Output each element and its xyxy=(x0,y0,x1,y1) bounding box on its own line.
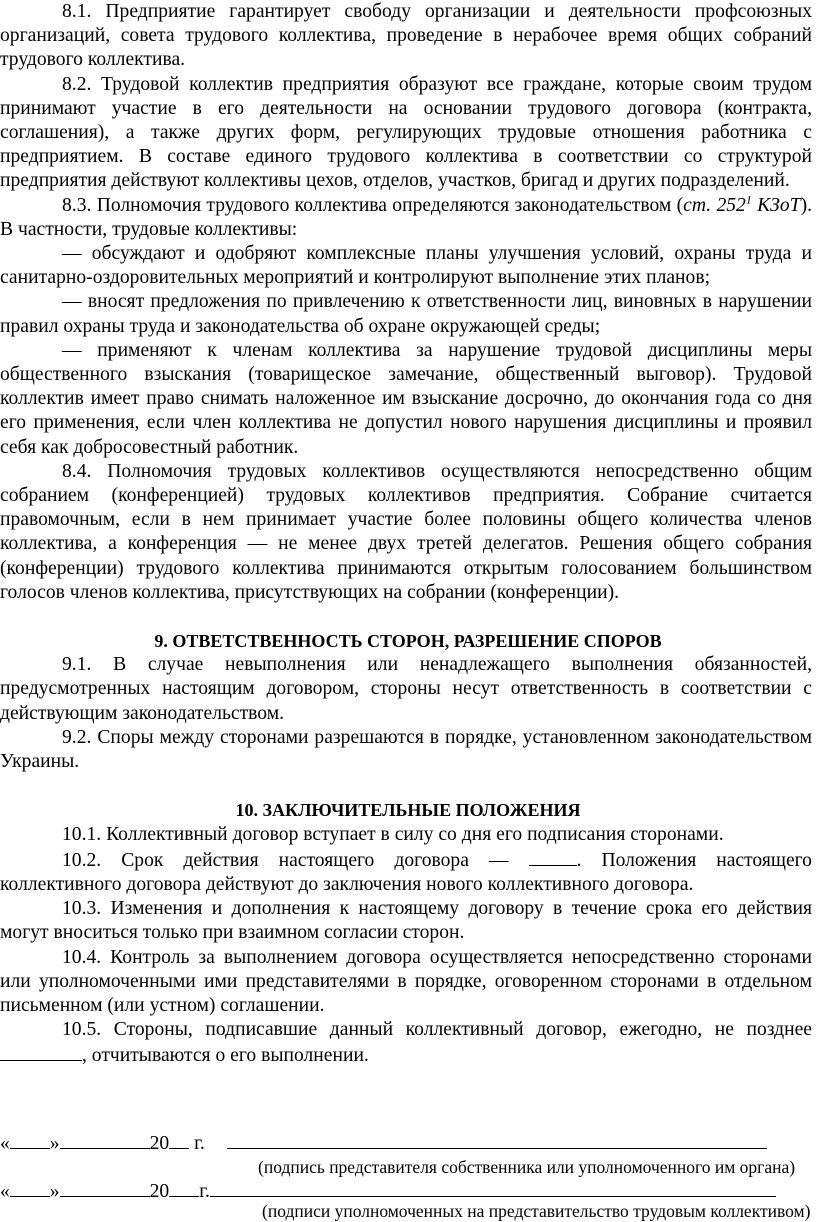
signature-row-collective xyxy=(0,1178,816,1203)
paragraph-10-5 xyxy=(0,1018,816,1068)
paragraph-9-2: 9.2. Споры между сторонами разрешаются в порядке, установленном законодательством Украины. xyxy=(0,726,812,773)
paragraph-10-5-lead: 10.5. Стороны, подписавшие данный коллективный договор, ежегодно, не позднее xyxy=(62,1019,812,1041)
section-9-heading: 9. ОТВЕТСТВЕННОСТЬ СТОРОН, РАЗРЕШЕНИЕ СПОРОВ xyxy=(154,631,662,652)
collective-signature-caption: (подписи уполномоченных на представительство трудовым коллективом) xyxy=(262,1201,811,1221)
paragraph-8-1: 8.1. Предприятие гарантирует свободу организации и деятельности профсоюзных организаций, совета трудового коллектива, проведение в нерабочее время общих собраний трудового коллектива. xyxy=(0,1,812,71)
month-blank-field[interactable] xyxy=(60,1130,150,1149)
paragraph-10-4: 10.4. Контроль за выполнением договора осуществляется непосредственно сторонами или уполномоченными ими представителями в порядке, оговоренном сторонами в отдельном письменном (или устном) соглашении. xyxy=(0,946,812,1016)
year-suffix: г. xyxy=(199,1181,210,1202)
paragraph-8-3 xyxy=(0,194,816,242)
paragraph-8-3-tail: ). В частности, трудовые коллективы: xyxy=(0,194,813,240)
list-item-apply-discipline: — применяют к членам коллектива за нарушение трудовой дисциплины меры общественного взыскания (товарищеское замечание, общественный выговор). Трудовой коллектив имеет право снимать наложенное им взыскание досрочно, до окончания года со дня его применения, если член коллектива не допустил нового нарушения дисциплины и проявил себя как добросовестный работник. xyxy=(0,339,812,458)
law-reference-superscript: 1 xyxy=(745,192,752,207)
deadline-blank-field[interactable] xyxy=(0,1042,82,1061)
year-blank-field[interactable] xyxy=(169,1130,189,1149)
date-close-quote: » xyxy=(49,1181,60,1202)
year-prefix: 20 xyxy=(149,1181,170,1202)
year-prefix: 20 xyxy=(149,1133,170,1154)
year-blank-field[interactable] xyxy=(169,1178,199,1197)
paragraph-10-3: 10.3. Изменения и дополнения к настоящему договору в течение срока его действия могут вноситься только при взаимном согласии сторон. xyxy=(0,898,812,944)
list-item-approve-plans: — обсуждают и одобряют комплексные планы улучшения условий, охраны труда и санитарно-оздоровительных мероприятий и контролируют выполнение этих планов; xyxy=(0,243,812,289)
owner-signature-line[interactable] xyxy=(227,1130,767,1149)
spacer xyxy=(0,774,816,798)
signature-row-owner xyxy=(0,1130,816,1155)
date-close-quote: » xyxy=(49,1133,60,1154)
paragraph-8-4: 8.4. Полномочия трудовых коллективов осуществляются непосредственно общим собранием (конференцией) трудовых коллективов предприятия. Собрание считается правомочным, если в нем принимает участие более половины общего количества членов коллектива, а конференция — не менее двух третей делегатов. Решения общего собрания (конференции) трудового коллектива принимаются открытым голосованием большинством голосов членов коллектива, присутствующих на собрании (конференции). xyxy=(0,460,812,603)
date-open-quote: « xyxy=(0,1181,10,1202)
spacer xyxy=(0,605,816,629)
paragraph-10-1: 10.1. Коллективный договор вступает в силу со дня его подписания сторонами. xyxy=(62,823,724,845)
paragraph-8-3-lead: 8.3. Полномочия трудового коллектива определяются законодательством ( xyxy=(62,194,684,216)
list-item-propose-liability: — вносят предложения по привлечению к ответственности лиц, виновных в нарушении правил охраны труда и законодательства об охране окружающей среды; xyxy=(0,291,812,337)
law-code: КЗоТ xyxy=(751,194,801,216)
year-suffix: г. xyxy=(189,1133,205,1154)
paragraph-10-2-lead: 10.2. Срок действия настоящего договора — xyxy=(62,849,529,871)
owner-signature-caption: (подпись представителя собственника или уполномоченного им органа) xyxy=(258,1157,796,1177)
collective-signature-line[interactable] xyxy=(210,1178,776,1197)
paragraph-10-2-tail: . Положения настоящего коллективного договора действуют до заключения нового коллективного договора. xyxy=(0,849,812,895)
month-blank-field[interactable] xyxy=(60,1178,150,1197)
paragraph-8-2: 8.2. Трудовой коллектив предприятия образуют все граждане, которые своим трудом принимают участие в его деятельности на основании трудового договора (контракта, соглашения), а также других форм, регулирующих трудовые отношения работника с предприятием. В составе единого трудового коллектива в соответствии со структурой предприятия действуют коллективы цехов, отделов, участков, бригад и других подразделений. xyxy=(0,73,812,192)
paragraph-10-5-tail: , отчитываются о его выполнении. xyxy=(82,1045,369,1067)
term-blank-field[interactable] xyxy=(529,847,577,866)
day-blank-field[interactable] xyxy=(10,1130,50,1149)
section-10-heading: 10. ЗАКЛЮЧИТЕЛЬНЫЕ ПОЛОЖЕНИЯ xyxy=(235,800,581,821)
law-reference: ст. 252 xyxy=(683,194,746,216)
paragraph-9-1: 9.1. В случае невыполнения или ненадлежащего выполнения обязанностей, предусмотренных настоящим договором, стороны несут ответственность в соответствии с действующим законодательством. xyxy=(0,654,812,724)
date-open-quote: « xyxy=(0,1133,10,1154)
day-blank-field[interactable] xyxy=(10,1178,50,1197)
paragraph-10-2 xyxy=(0,847,816,897)
